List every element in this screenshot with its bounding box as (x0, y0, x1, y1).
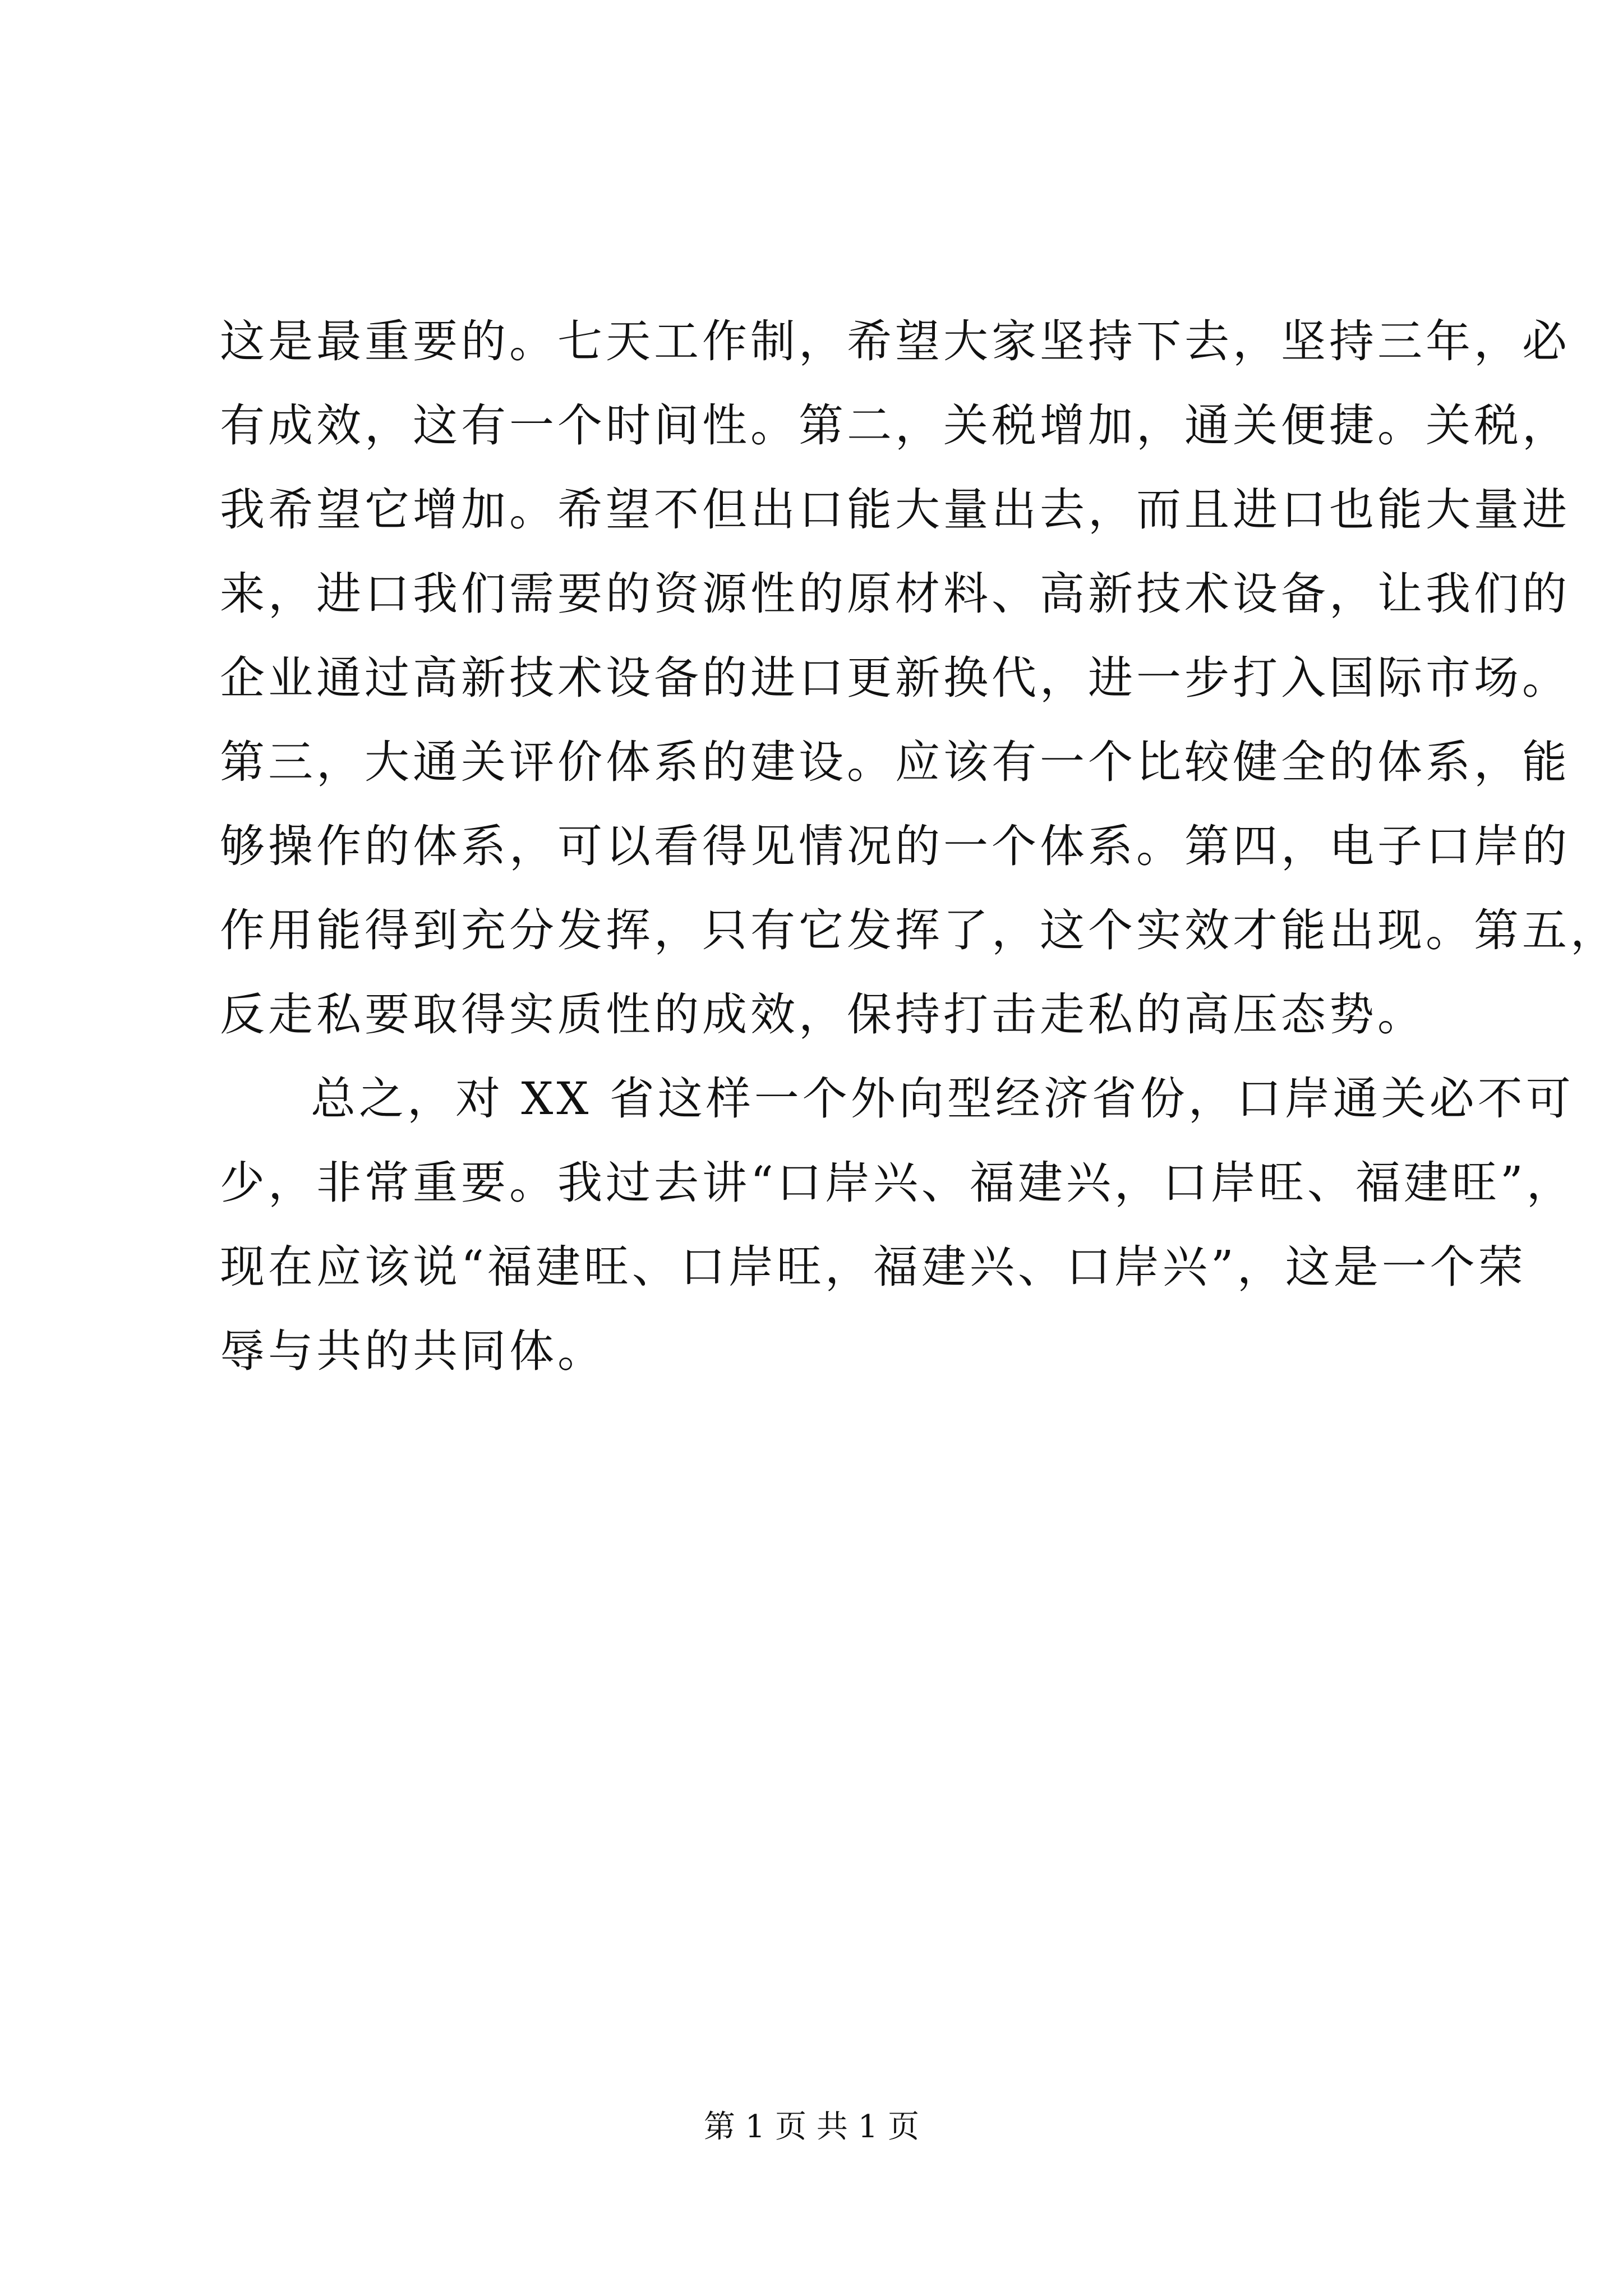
paragraph-2 (220, 1057, 1575, 1393)
text-line: 来，进口我们需要的资源性的原材料、高新技术设备，让我们的 (220, 568, 1570, 620)
text-line: 辱与共的共同体。 (220, 1325, 606, 1377)
text-line: 够操作的体系，可以看得见情况的一个体系。第四，电子口岸的 (220, 820, 1570, 872)
text-line: 有成效，这有一个时间性。第二，关税增加，通关便捷。关税， (220, 399, 1570, 452)
text-line: 企业通过高新技术设备的进口更新换代，进一步打入国际市场。 (220, 652, 1570, 704)
paragraph-1 (220, 300, 1619, 1057)
text-line: 我希望它增加。希望不但出口能大量出去，而且进口也能大量进 (220, 484, 1570, 536)
page-footer (0, 2105, 1623, 2150)
text-line: 少，非常重要。我过去讲“口岸兴、福建兴，口岸旺、福建旺”， (220, 1157, 1575, 1209)
text-line: 总之，对 XX 省这样一个外向型经济省份，口岸通关必不可 (311, 1073, 1574, 1125)
body-text (220, 300, 1619, 1393)
text-line: 作用能得到充分发挥，只有它发挥了，这个实效才能出现。第五， (220, 904, 1619, 956)
text-line: 现在应该说“福建旺、口岸旺，福建兴、口岸兴”，这是一个荣 (220, 1241, 1527, 1293)
page-number-label: 第 1 页 共 1 页 (703, 2109, 920, 2145)
text-line: 反走私要取得实质性的成效，保持打击走私的高压态势。 (220, 988, 1426, 1041)
text-line: 这是最重要的。七天工作制，希望大家坚持下去，坚持三年，必 (220, 315, 1570, 367)
text-line: 第三，大通关评价体系的建设。应该有一个比较健全的体系，能 (220, 736, 1570, 788)
